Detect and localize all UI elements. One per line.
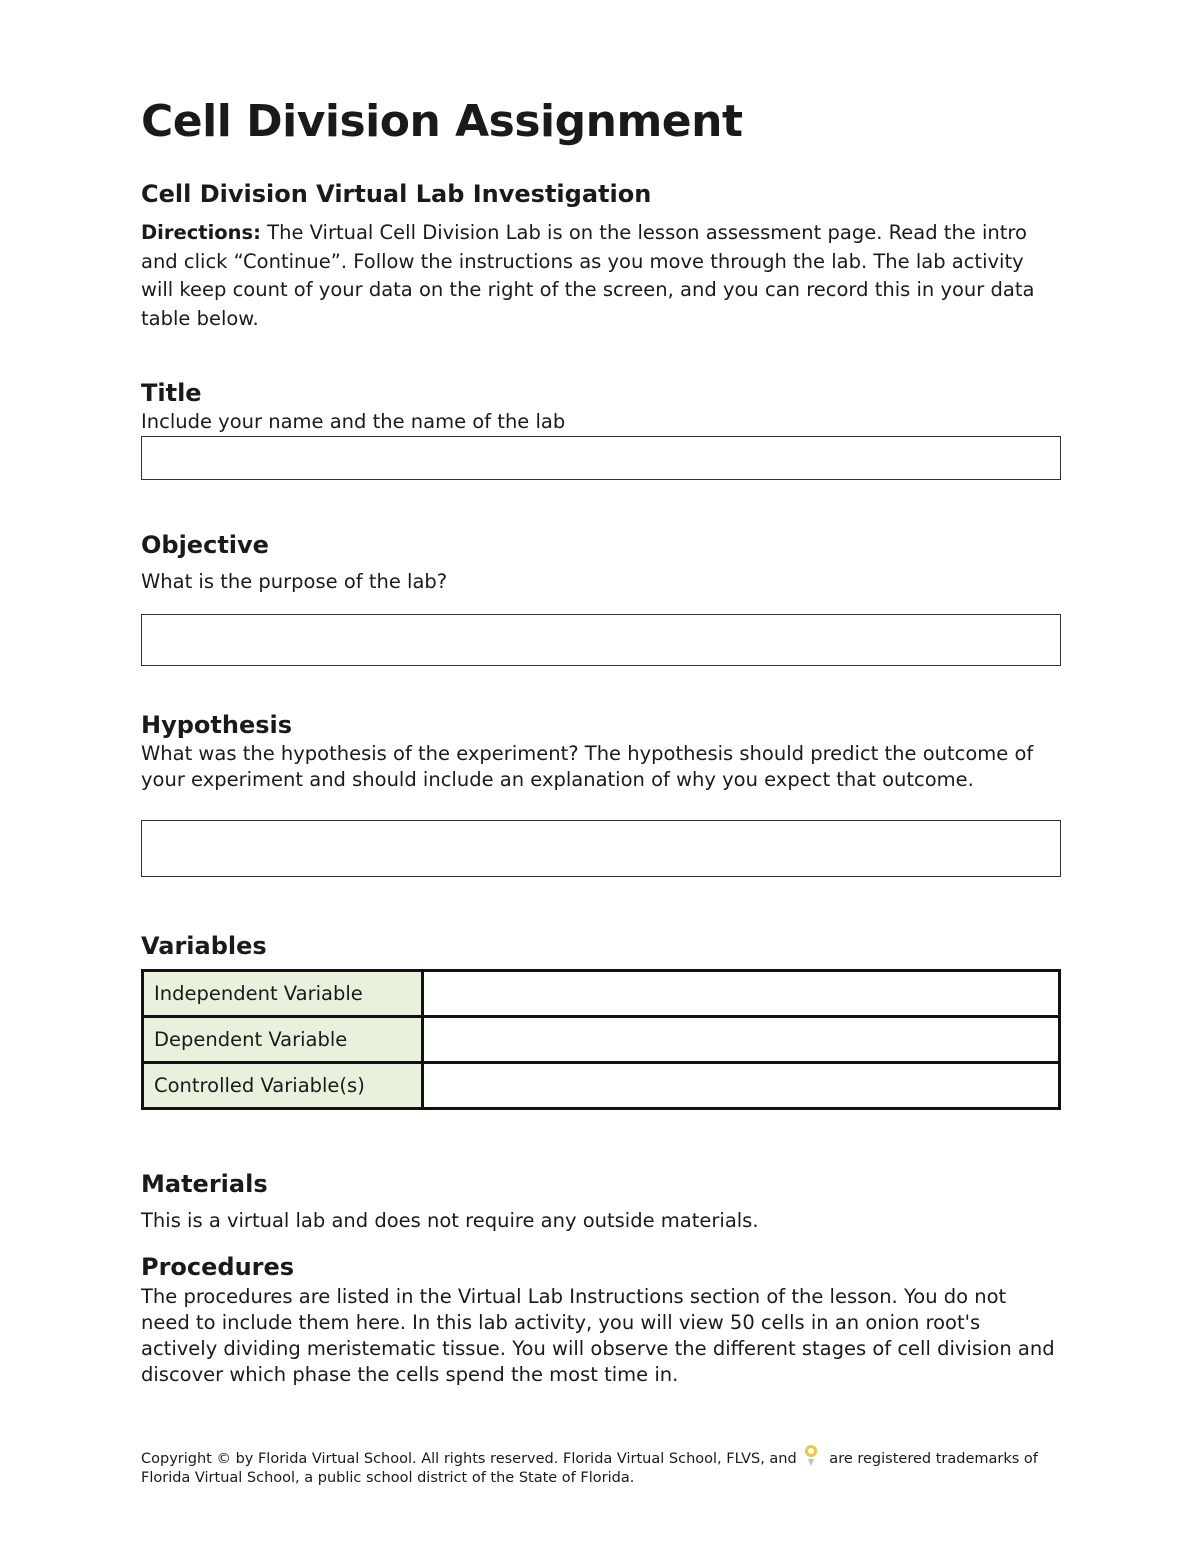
table-row <box>143 1017 1060 1063</box>
objective-prompt: What is the purpose of the lab? <box>141 570 448 593</box>
title-prompt: Include your name and the name of the lab <box>141 410 566 433</box>
objective-answer-box[interactable] <box>141 614 1061 666</box>
hypothesis-prompt: What was the hypothesis of the experiment? The hypothesis should predict the outcome of your experiment and should include an explanation of why you expect that outcome. <box>141 742 1034 791</box>
dependent-variable-label: Dependent Variable <box>143 1017 423 1063</box>
objective-heading: Objective <box>141 531 269 559</box>
flvs-sun-logo-icon <box>801 1443 821 1467</box>
controlled-variables-input[interactable] <box>423 1063 1060 1109</box>
footer-text-before-logo: Copyright © by Florida Virtual School. All rights reserved. Florida Virtual School, FLVS, and <box>141 1451 797 1467</box>
title-heading: Title <box>141 379 202 407</box>
materials-heading: Materials <box>141 1170 268 1198</box>
controlled-variables-label: Controlled Variable(s) <box>143 1063 423 1109</box>
procedures-heading: Procedures <box>141 1253 295 1281</box>
copyright-footer <box>141 1443 1041 1488</box>
title-answer-box[interactable] <box>141 436 1061 480</box>
hypothesis-answer-box[interactable] <box>141 820 1061 877</box>
hypothesis-heading: Hypothesis <box>141 711 293 739</box>
table-row <box>143 1063 1060 1109</box>
footer-text-after-logo: are registered trademarks of Florida Virtual School, a public school district of the State of Florida. <box>141 1451 1038 1486</box>
independent-variable-label: Independent Variable <box>143 971 423 1017</box>
lab-subtitle: Cell Division Virtual Lab Investigation <box>141 180 652 208</box>
variables-heading: Variables <box>141 932 267 960</box>
procedures-text: The procedures are listed in the Virtual Lab Instructions section of the lesson. You do not need to include them here. In this lab activity, you will view 50 cells in an onion root's actively dividing meristematic tissue. You will observe the different stages of cell division and discover which phase the cells spend the most time in. <box>141 1285 1055 1386</box>
independent-variable-input[interactable] <box>423 971 1060 1017</box>
document-title: Cell Division Assignment <box>141 96 743 147</box>
table-row <box>143 971 1060 1017</box>
directions-text: The Virtual Cell Division Lab is on the lesson assessment page. Read the intro and click “Continue”. Follow the instructions as you move through the lab. The lab activity will keep count of your data on the right of the screen, and you can record this in your data table below. <box>141 221 1035 330</box>
dependent-variable-input[interactable] <box>423 1017 1060 1063</box>
directions-label: Directions: <box>141 221 261 244</box>
directions-paragraph <box>141 219 1061 333</box>
materials-text: This is a virtual lab and does not require any outside materials. <box>141 1209 759 1232</box>
variables-table <box>141 969 1061 1110</box>
